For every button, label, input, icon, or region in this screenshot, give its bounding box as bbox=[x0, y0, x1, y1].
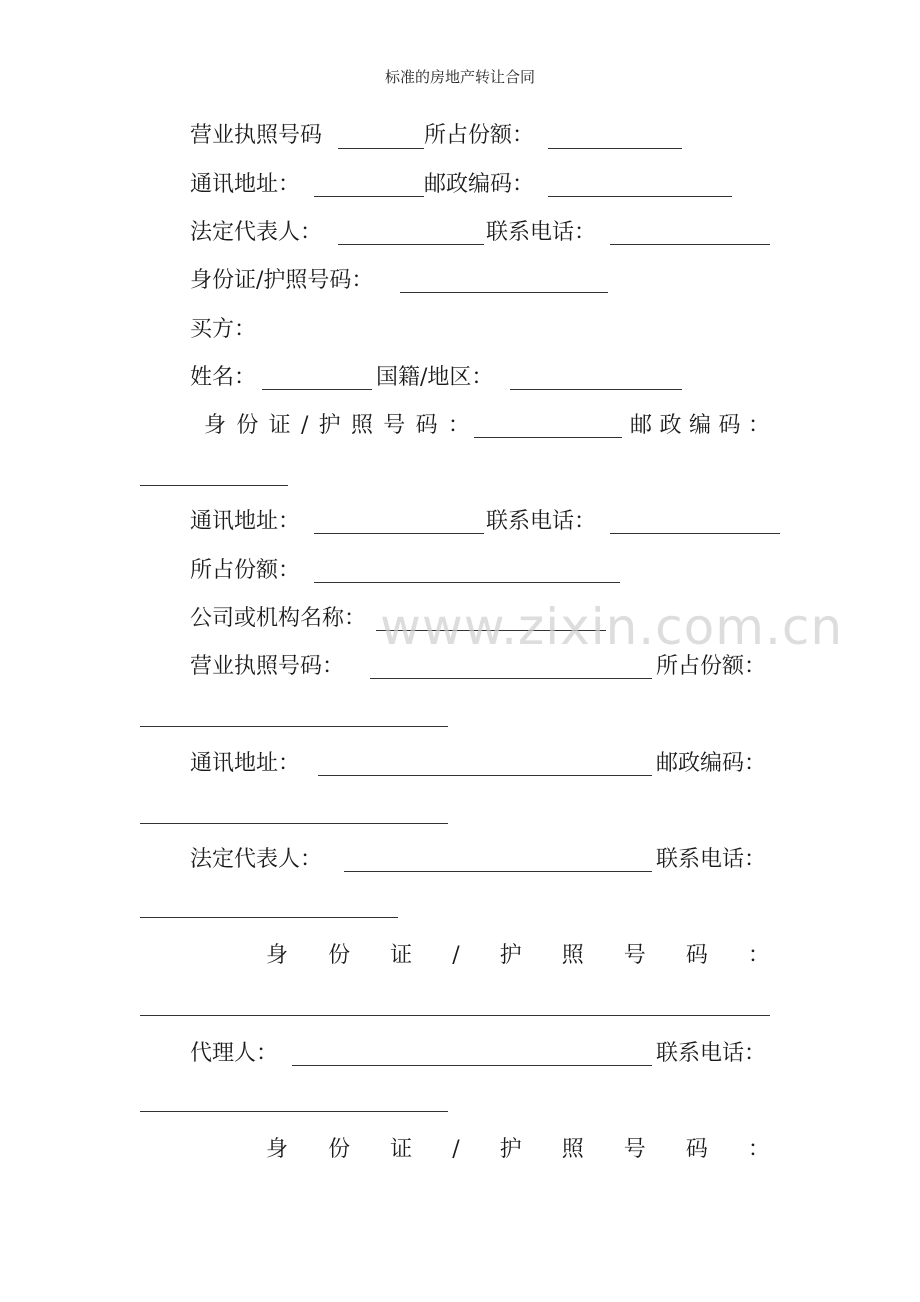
share-label: 所占份额： bbox=[424, 123, 535, 148]
postcode-char: 编 bbox=[688, 413, 711, 438]
postcode-char: 邮 bbox=[630, 413, 653, 438]
buyer-phone-label: 联系电话： bbox=[486, 509, 597, 534]
id-char: / bbox=[452, 1137, 460, 1162]
id-passport-field[interactable] bbox=[400, 292, 608, 293]
id-char: / bbox=[300, 413, 309, 438]
postcode-label: 邮政编码： bbox=[424, 172, 535, 197]
company-legal-rep-field[interactable] bbox=[344, 871, 652, 872]
company-address-field[interactable] bbox=[318, 775, 652, 776]
id-char: ： bbox=[747, 1137, 770, 1162]
buyer-heading: 买方： bbox=[190, 317, 257, 342]
address-field[interactable] bbox=[314, 196, 424, 197]
id-char: ： bbox=[747, 943, 770, 968]
postcode-field[interactable] bbox=[548, 196, 732, 197]
phone-label: 联系电话： bbox=[486, 220, 597, 245]
id-char: 护 bbox=[499, 943, 522, 968]
id-char: 证 bbox=[390, 943, 413, 968]
buyer-name-field[interactable] bbox=[262, 389, 372, 390]
id-char: 码 bbox=[415, 413, 438, 438]
id-char: 身 bbox=[204, 413, 227, 438]
buyer-address-field[interactable] bbox=[314, 533, 484, 534]
buyer-nationality-field[interactable] bbox=[510, 389, 682, 390]
agent-phone-field[interactable] bbox=[140, 1111, 448, 1112]
buyer-id-passport-field[interactable] bbox=[474, 437, 622, 438]
buyer-share-field[interactable] bbox=[314, 582, 620, 583]
postcode-char: 政 bbox=[659, 413, 682, 438]
company-license-label: 营业执照号码： bbox=[190, 654, 345, 679]
company-address-label: 通讯地址： bbox=[190, 751, 301, 776]
share-field[interactable] bbox=[548, 148, 682, 149]
phone-field[interactable] bbox=[610, 244, 770, 245]
legal-representative-field[interactable] bbox=[338, 244, 484, 245]
id-char: 号 bbox=[623, 943, 646, 968]
company-phone-label: 联系电话： bbox=[656, 847, 767, 872]
buyer-postcode-field[interactable] bbox=[140, 485, 288, 486]
id-char: 照 bbox=[561, 943, 584, 968]
company-name-label: 公司或机构名称： bbox=[190, 606, 367, 631]
license-number-field[interactable] bbox=[338, 148, 424, 149]
id-char: 份 bbox=[328, 1137, 351, 1162]
buyer-phone-field[interactable] bbox=[610, 533, 780, 534]
id-char: 护 bbox=[318, 413, 341, 438]
id-char: 照 bbox=[561, 1137, 584, 1162]
company-share-label: 所占份额： bbox=[656, 654, 767, 679]
legal-representative-label: 法定代表人： bbox=[190, 220, 323, 245]
buyer-nationality-label: 国籍/地区： bbox=[376, 365, 494, 390]
company-share-field[interactable] bbox=[140, 726, 448, 727]
postcode-char: 码 bbox=[718, 413, 741, 438]
company-postcode-label: 邮政编码： bbox=[656, 751, 767, 776]
agent-phone-label: 联系电话： bbox=[656, 1041, 767, 1066]
id-char: 证 bbox=[268, 413, 291, 438]
document-title: 标准的房地产转让合同 bbox=[384, 68, 535, 86]
buyer-postcode-label bbox=[630, 412, 770, 440]
watermark: www.zixin.com.cn bbox=[380, 598, 844, 656]
id-char: 身 bbox=[266, 943, 289, 968]
agent-label: 代理人： bbox=[190, 1041, 279, 1066]
company-id-passport-label bbox=[266, 942, 770, 970]
id-char: 照 bbox=[350, 413, 373, 438]
buyer-id-passport-label bbox=[204, 412, 470, 440]
id-char: 码 bbox=[685, 943, 708, 968]
id-char: 号 bbox=[383, 413, 406, 438]
id-char: 份 bbox=[236, 413, 259, 438]
agent-id-passport-label bbox=[266, 1136, 770, 1164]
license-number-label: 营业执照号码 bbox=[190, 123, 323, 148]
company-legal-rep-label: 法定代表人： bbox=[190, 847, 323, 872]
id-char: 号 bbox=[623, 1137, 646, 1162]
id-passport-label: 身份证/护照号码： bbox=[190, 268, 374, 293]
address-label: 通讯地址： bbox=[190, 172, 301, 197]
id-char: 证 bbox=[390, 1137, 413, 1162]
id-char: 码 bbox=[685, 1137, 708, 1162]
id-char: / bbox=[452, 943, 460, 968]
company-postcode-field[interactable] bbox=[140, 823, 448, 824]
id-char: ： bbox=[447, 413, 470, 438]
company-id-passport-field[interactable] bbox=[140, 1015, 770, 1016]
buyer-name-label: 姓名： bbox=[190, 365, 257, 390]
company-name-field[interactable] bbox=[376, 630, 606, 631]
id-char: 身 bbox=[266, 1137, 289, 1162]
company-phone-field[interactable] bbox=[140, 917, 398, 918]
buyer-share-label: 所占份额： bbox=[190, 558, 301, 583]
buyer-address-label: 通讯地址： bbox=[190, 509, 301, 534]
id-char: 份 bbox=[328, 943, 351, 968]
id-char: 护 bbox=[499, 1137, 522, 1162]
postcode-char: ： bbox=[747, 413, 770, 438]
agent-field[interactable] bbox=[292, 1065, 652, 1066]
company-license-field[interactable] bbox=[370, 678, 652, 679]
